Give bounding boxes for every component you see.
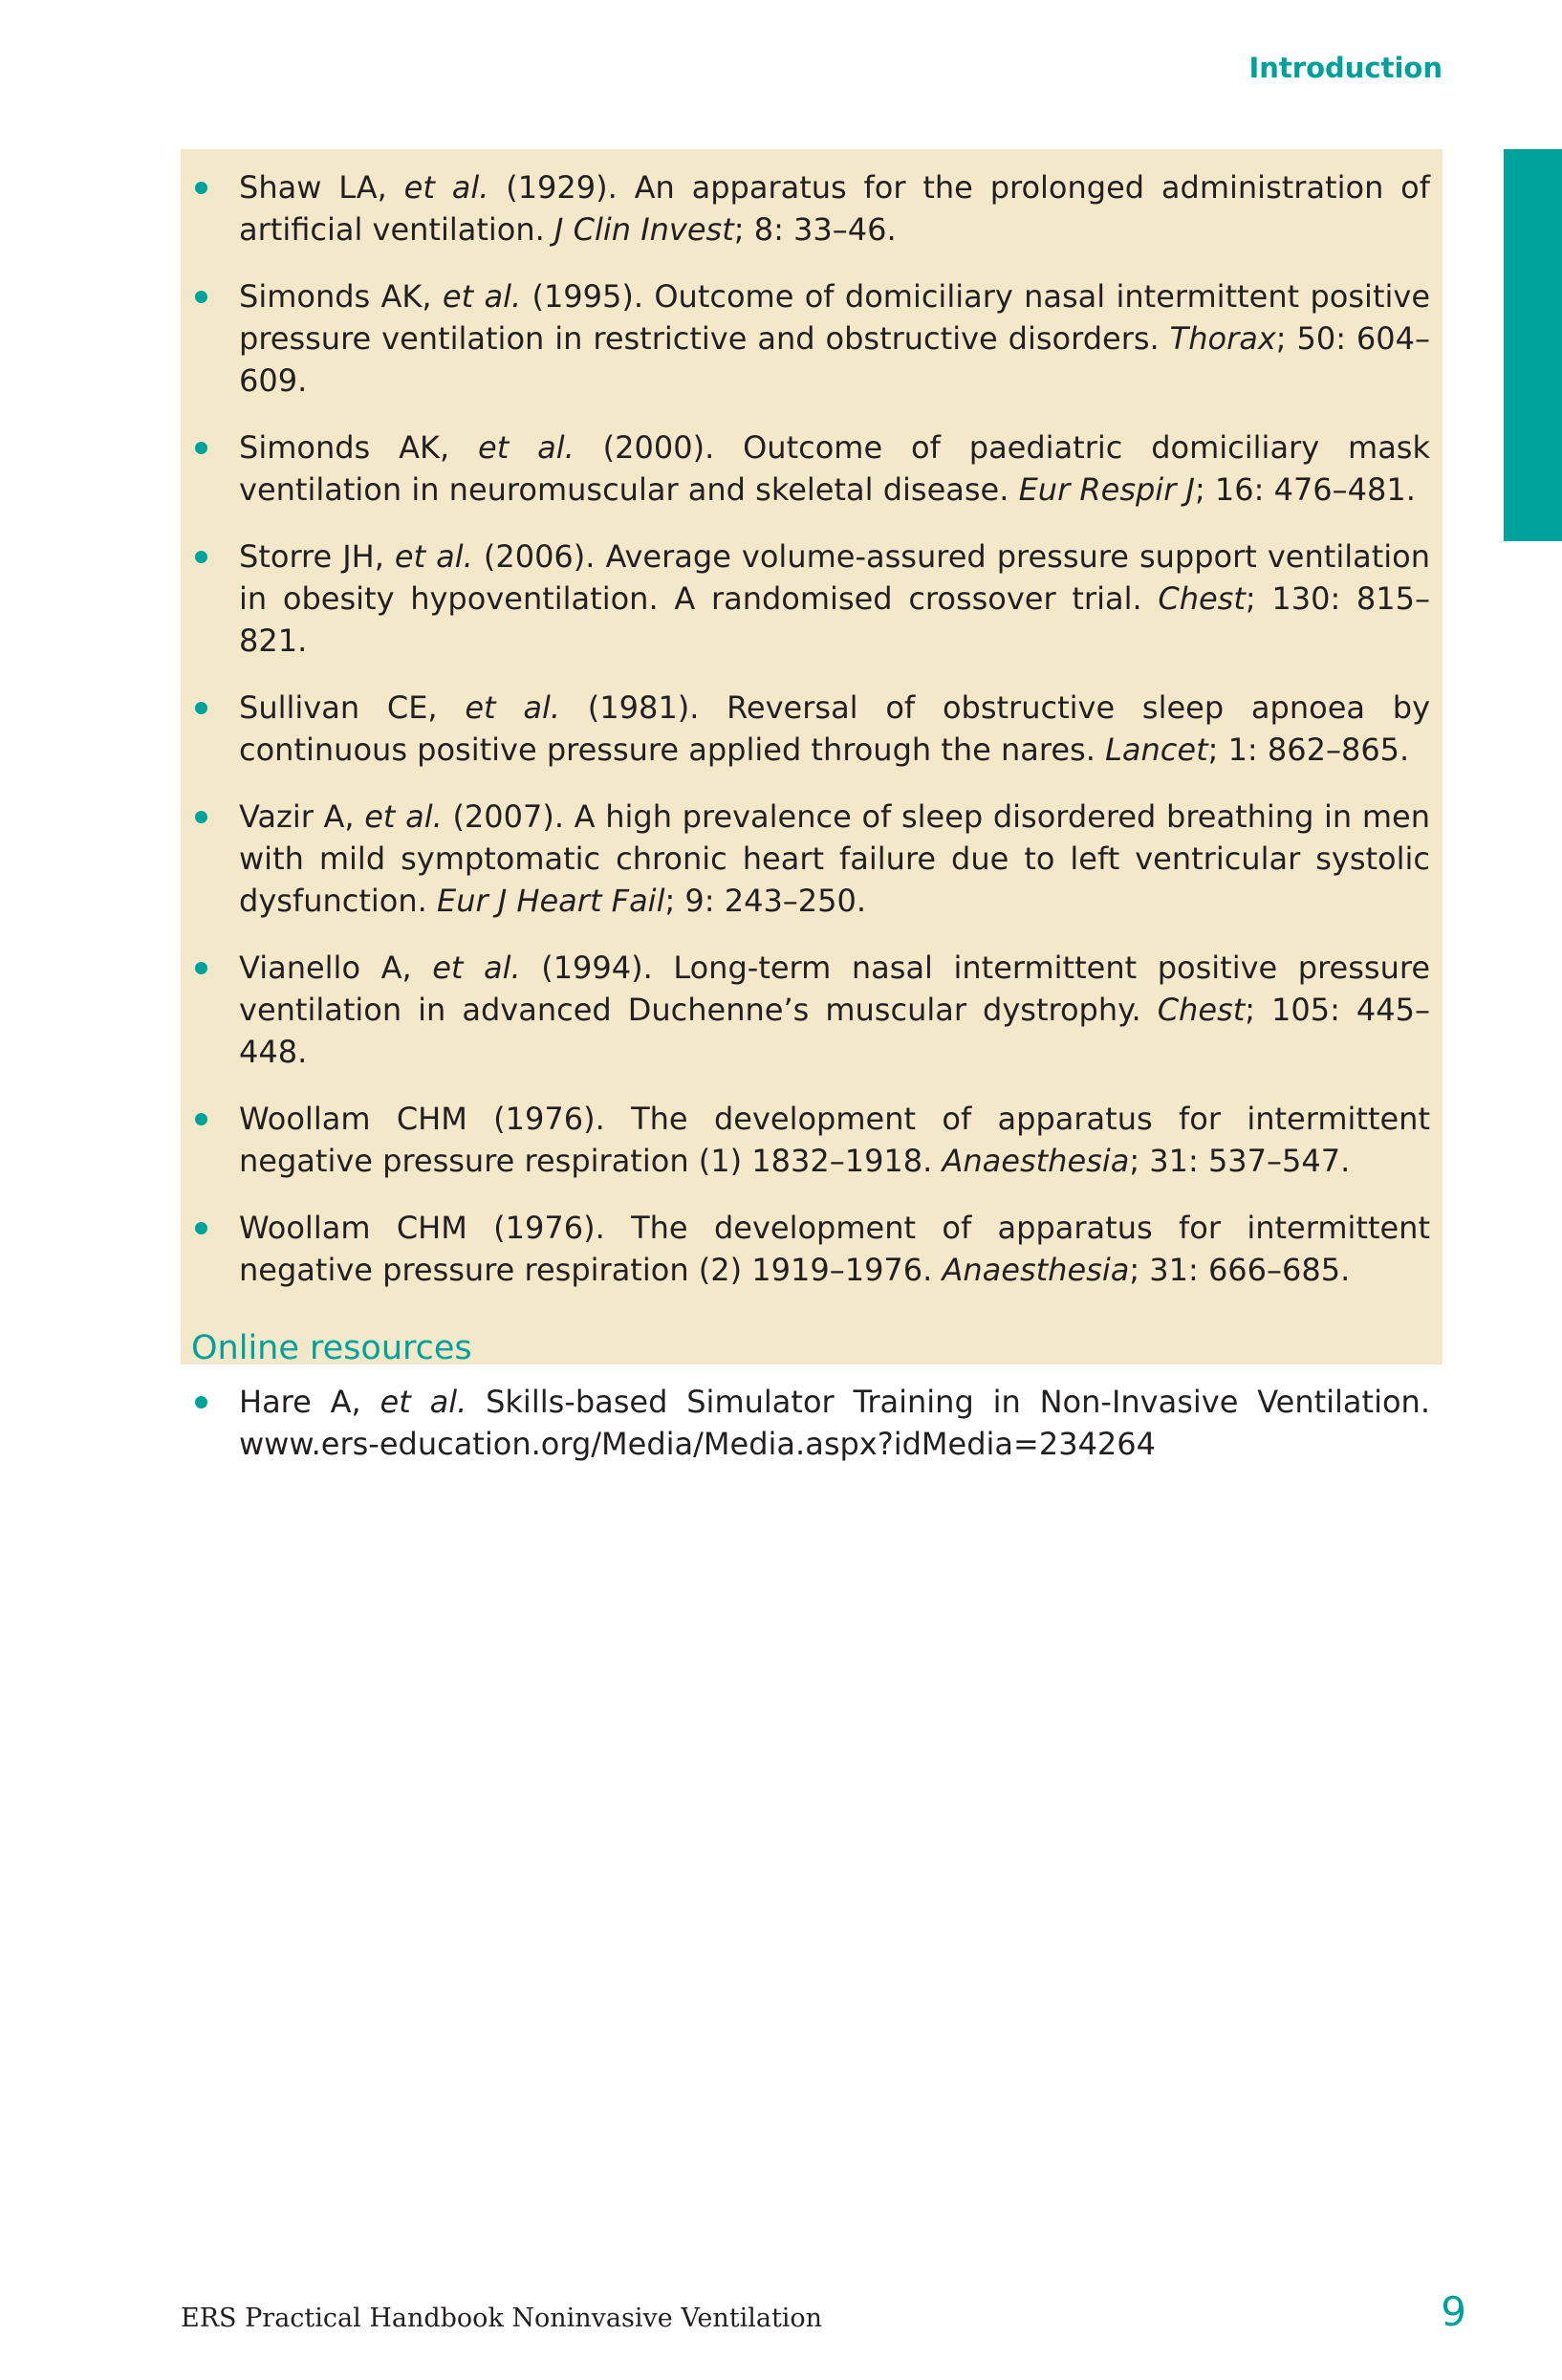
- ref-authors: Vazir A,: [239, 798, 365, 835]
- ref-title: (1995). Outcome of domiciliary nasal intermittent positive pressure ventilation in restrictive and obstructive disorders.: [239, 278, 1431, 357]
- ref-authors: Vianello A,: [239, 950, 433, 986]
- ref-journal: Anaesthesia: [942, 1143, 1130, 1179]
- ref-title: (1929). An apparatus for the prolonged administration of artificial ventilation.: [239, 169, 1431, 248]
- online-resources-list: [191, 1381, 1430, 1465]
- ref-title: (2007). A high prevalence of sleep disordered breathing in men with mild symptomatic chronic heart failure due to left ventricular systolic dysfunction.: [239, 798, 1431, 919]
- ref-etal: et al.: [364, 798, 443, 835]
- ref-title: (1994). Long-term nasal intermittent positive pressure ventilation in advanced Duchenne’s muscular dystrophy.: [239, 950, 1431, 1028]
- reference-item: [191, 535, 1430, 662]
- bullet-icon: [195, 551, 207, 563]
- ref-authors: Storre JH,: [239, 538, 395, 575]
- ref-citation: ; 9: 243–250.: [664, 883, 867, 919]
- reference-item: [191, 687, 1430, 771]
- bullet-icon: [195, 1396, 207, 1408]
- ref-title: (1981). Reversal of obstructive sleep apnoea by continuous positive pressure applied through the nares.: [239, 689, 1431, 768]
- bullet-icon: [195, 442, 207, 454]
- chapter-tab-marker: [1504, 149, 1562, 541]
- ref-authors: Simonds AK,: [239, 429, 479, 466]
- reference-item: [191, 166, 1430, 251]
- ref-journal: Eur J Heart Fail: [436, 883, 665, 919]
- bullet-icon: [195, 811, 207, 823]
- ref-authors: Woollam CHM (1976). The development of apparatus for intermittent negative pressure respiration (2) 1919–1976.: [239, 1210, 1430, 1288]
- ref-citation: ; 8: 33–46.: [733, 211, 897, 248]
- ref-title: (2000). Outcome of paediatric domiciliary mask ventilation in neuromuscular and skeletal disease.: [239, 429, 1431, 508]
- ref-authors: Woollam CHM (1976). The development of apparatus for intermittent negative pressure respiration (1) 1832–1918.: [239, 1101, 1430, 1179]
- ref-citation: ; 16: 476–481.: [1194, 471, 1416, 508]
- ref-journal: J Clin Invest: [554, 211, 734, 248]
- ref-citation: ; 130: 815–821.: [239, 580, 1431, 659]
- ref-journal: Lancet: [1105, 731, 1208, 768]
- reference-item: [191, 947, 1430, 1073]
- bullet-icon: [195, 291, 207, 303]
- ref-citation: ; 50: 604–609.: [239, 320, 1431, 399]
- ref-authors: Sullivan CE,: [239, 689, 466, 726]
- ref-etal: et al.: [442, 278, 522, 315]
- ref-authors: Shaw LA,: [239, 169, 404, 206]
- ref-citation: ; 1: 862–865.: [1207, 731, 1410, 768]
- bullet-icon: [195, 1222, 207, 1234]
- reference-list: [191, 166, 1430, 1291]
- further-reading-panel: [181, 149, 1443, 1462]
- reference-item: [191, 426, 1430, 511]
- reference-item: [191, 1207, 1430, 1291]
- reference-item: [191, 1098, 1430, 1182]
- page-number: 9: [1441, 2288, 1466, 2335]
- bullet-icon: [195, 962, 207, 974]
- ref-authors: Hare A,: [239, 1384, 380, 1420]
- ref-authors: Simonds AK,: [239, 278, 443, 315]
- ref-title: (2006). Average volume-assured pressure support ventilation in obesity hypoventilation. A randomised crossover trial.: [239, 538, 1431, 617]
- reference-item: [191, 796, 1430, 922]
- ref-citation: ; 105: 445–448.: [239, 992, 1431, 1070]
- ref-journal: Chest: [1158, 580, 1246, 617]
- ref-citation: ; 31: 666–685.: [1129, 1252, 1351, 1288]
- ref-citation: ; 31: 537–547.: [1129, 1143, 1351, 1179]
- ref-journal: Chest: [1157, 992, 1246, 1028]
- book-title-footer: ERS Practical Handbook Noninvasive Ventilation: [181, 2304, 823, 2333]
- ref-etal: et al.: [465, 689, 561, 726]
- running-header: Introduction: [1248, 52, 1443, 84]
- ref-etal: et al.: [403, 169, 489, 206]
- bullet-icon: [195, 1113, 207, 1125]
- ref-journal: Eur Respir J: [1018, 471, 1195, 508]
- ref-etal: et al.: [394, 538, 473, 575]
- online-resources-heading: Online resources: [191, 1329, 472, 1367]
- ref-journal: Thorax: [1169, 320, 1276, 357]
- ref-etal: et al.: [432, 950, 521, 986]
- ref-etal: et al.: [380, 1384, 467, 1420]
- bullet-icon: [195, 182, 207, 194]
- online-resource-item: [191, 1381, 1430, 1465]
- ref-journal: Anaesthesia: [942, 1252, 1130, 1288]
- reference-item: [191, 275, 1430, 402]
- resource-link-text[interactable]: Skills-based Simulator Training in Non-Invasive Ventilation. www.ers-education.org/Media/Media.aspx?idMedia=234264: [239, 1384, 1431, 1462]
- bullet-icon: [195, 702, 207, 714]
- ref-etal: et al.: [478, 429, 575, 466]
